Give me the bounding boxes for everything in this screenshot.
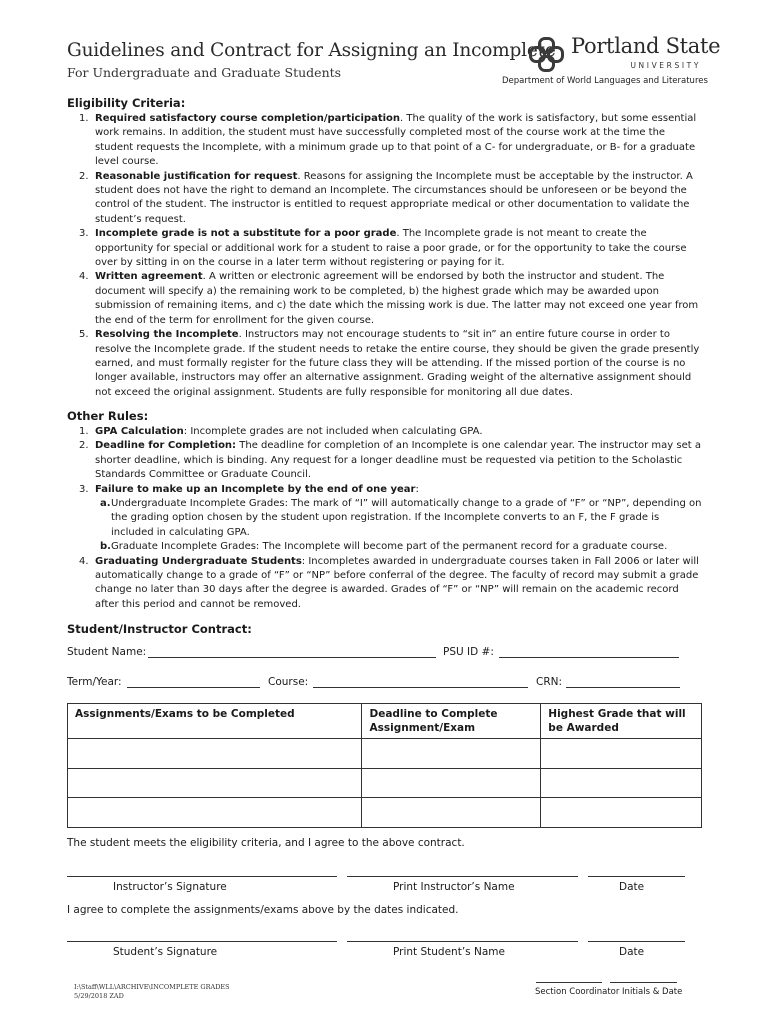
file-path: I:\Staff\WLL\ARCHIVE\INCOMPLETE GRADES: [74, 983, 230, 991]
list-item: 1. GPA Calculation: Incomplete grades are not included when calculating GPA.: [79, 426, 483, 437]
table-cell-assignment[interactable]: [68, 768, 362, 798]
table-header-row: [68, 704, 702, 739]
instructor-date-line[interactable]: [588, 876, 685, 877]
file-date: 5/29/2018 ZAD: [74, 991, 124, 1000]
list-item: 4. Written agreement. A written or electronic agreement will be endorsed by both the instructor and student. The document will specify a) the remaining work to be completed, b) the highest grade which may be awarded upon submission of remaining items, and c) the date which the missing work is due. The latter may not exceed one year from the end of the term for enrollment for the given course.: [79, 271, 699, 326]
student-name-field[interactable]: [148, 657, 436, 658]
coordinator-date-line[interactable]: [610, 982, 677, 983]
table-cell-deadline[interactable]: [362, 798, 541, 828]
table-cell-grade[interactable]: [541, 798, 702, 828]
column-header-highest-grade: Highest Grade that will be Awarded: [541, 704, 702, 739]
document-title: Guidelines and Contract for Assigning an Incomplete: [67, 40, 556, 61]
term-year-label: Term/Year:: [67, 676, 122, 688]
coordinator-label: Section Coordinator Initials & Date: [535, 987, 683, 997]
print-instructor-name-label: Print Instructor’s Name: [393, 881, 515, 893]
crn-field[interactable]: [566, 687, 680, 688]
student-date-line[interactable]: [588, 941, 685, 942]
term-year-field[interactable]: [127, 687, 260, 688]
table-cell-assignment[interactable]: [68, 739, 362, 769]
table-cell-grade[interactable]: [541, 768, 702, 798]
other-rules-heading: Other Rules:: [67, 409, 149, 423]
course-field[interactable]: [313, 687, 528, 688]
psu-logo-mark-icon: [527, 36, 565, 74]
file-path-note: [74, 983, 230, 1000]
crn-label: CRN:: [536, 676, 563, 688]
failure-sub-list: [95, 497, 703, 555]
table-row: [68, 798, 702, 828]
coordinator-initials-line[interactable]: [536, 982, 602, 983]
list-item: 1. Required satisfactory course completion/participation. The quality of the work is satisfactory, but some essential work remains. In addition, the student must have successfully completed most of the course work at the time the student requests the Incomplete, with a minimum grade up to that point of a C- for undergraduate, or B- for a graduate level course.: [79, 113, 697, 168]
student-signature-line[interactable]: [67, 941, 337, 942]
table-cell-grade[interactable]: [541, 739, 702, 769]
eligibility-list: [67, 112, 703, 400]
logo-name: Portland State: [571, 34, 721, 58]
print-instructor-name-line[interactable]: [347, 876, 578, 877]
table-row: [68, 739, 702, 769]
assignments-table: [67, 703, 702, 828]
table-cell-deadline[interactable]: [362, 768, 541, 798]
course-label: Course:: [268, 676, 309, 688]
list-item: 2. Deadline for Completion: The deadline for completion of an Incomplete is one calendar year. The instructor may set a shorter deadline, which is binding. Any request for a longer deadline must be requested via petition to the Scholastic Standards Committee or Graduate Council.: [79, 440, 701, 481]
university-logo: [527, 34, 721, 78]
instructor-signature-label: Instructor’s Signature: [113, 881, 227, 893]
instructor-signature-line[interactable]: [67, 876, 337, 877]
instructor-date-label: Date: [619, 881, 645, 893]
department-name: Department of World Languages and Literatures: [502, 76, 708, 86]
sub-list-item: b. Graduate Incomplete Grades: The Incomplete will become part of the permanent record for a graduate course.: [100, 541, 668, 553]
print-student-name-line[interactable]: [347, 941, 578, 942]
table-cell-deadline[interactable]: [362, 739, 541, 769]
contract-heading: Student/Instructor Contract:: [67, 622, 252, 636]
other-rules-list: [67, 425, 703, 612]
list-item: 3. Failure to make up an Incomplete by the end of one year: a. Undergraduate Incomplete Grades: The mark of “I” will automatically change to a grade of “F” or “NP”, depending on the grading option chosen by the student upon registration. If the Incomplete converts to an F, the F grade is included in calculating GPA. b. Graduate Incomplete Grades: The Incomplete will become part of the permanent record for a graduate course.: [67, 483, 703, 555]
print-student-name-label: Print Student’s Name: [393, 946, 505, 958]
document-subtitle: For Undergraduate and Graduate Students: [67, 65, 342, 80]
list-item: 5. Resolving the Incomplete. Instructors may not encourage students to “sit in” an entire future course in order to resolve the Incomplete grade. If the student needs to retake the entire course, they should be given the grade presently earned, and must formally register for the future class they will be attending. If the missed portion of the course is no longer available, instructors may offer an alternative assignment. Grading weight of the alternative assignment should not exceed the original assignment. Students are fully responsible for monitoring all due dates.: [79, 329, 700, 398]
table-row: [68, 768, 702, 798]
student-name-label: Student Name:: [67, 646, 147, 658]
student-date-label: Date: [619, 946, 645, 958]
sub-list-item: a. Undergraduate Incomplete Grades: The mark of “I” will automatically change to a grade of “F” or “NP”, depending on the grading option chosen by the student upon registration. If the Incomplete converts to an F, the F grade is included in calculating GPA.: [100, 498, 702, 538]
psu-id-label: PSU ID #:: [443, 646, 494, 658]
list-item: 4. Graduating Undergraduate Students: Incompletes awarded in undergraduate courses taken in Fall 2006 or later will automatically change to a grade of “F” or “NP” before conferral of the degree. The faculty of record may submit a grade change no later than 30 days after the degree is awarded. Grades of “F” or “NP” will remain on the academic record after this period and cannot be removed.: [79, 555, 699, 610]
logo-subtext: UNIVERSITY: [630, 61, 701, 70]
eligibility-statement: The student meets the eligibility criteria, and I agree to the above contract.: [67, 837, 465, 849]
eligibility-heading: Eligibility Criteria:: [67, 96, 186, 110]
table-cell-assignment[interactable]: [68, 798, 362, 828]
student-signature-label: Student’s Signature: [113, 946, 218, 958]
psu-id-field[interactable]: [499, 657, 679, 658]
list-item: 3. Incomplete grade is not a substitute for a poor grade. The Incomplete grade is not meant to create the opportunity for special or additional work for a student to raise a poor grade, or for the opportunity to take the course over by sitting in on the course in a later term without registering or paying for it.: [79, 228, 687, 269]
list-item: 2. Reasonable justification for request. Reasons for assigning the Incomplete must be acceptable by the instructor. A student does not have the right to demand an Incomplete. The circumstances should be unforeseen or be beyond the control of the student. The instructor is entitled to request appropriate medical or other documentation to validate the student’s request.: [79, 170, 693, 225]
column-header-assignments: Assignments/Exams to be Completed: [68, 704, 362, 739]
student-agreement: I agree to complete the assignments/exams above by the dates indicated.: [67, 904, 459, 916]
column-header-deadline: Deadline to Complete Assignment/Exam: [362, 704, 541, 739]
